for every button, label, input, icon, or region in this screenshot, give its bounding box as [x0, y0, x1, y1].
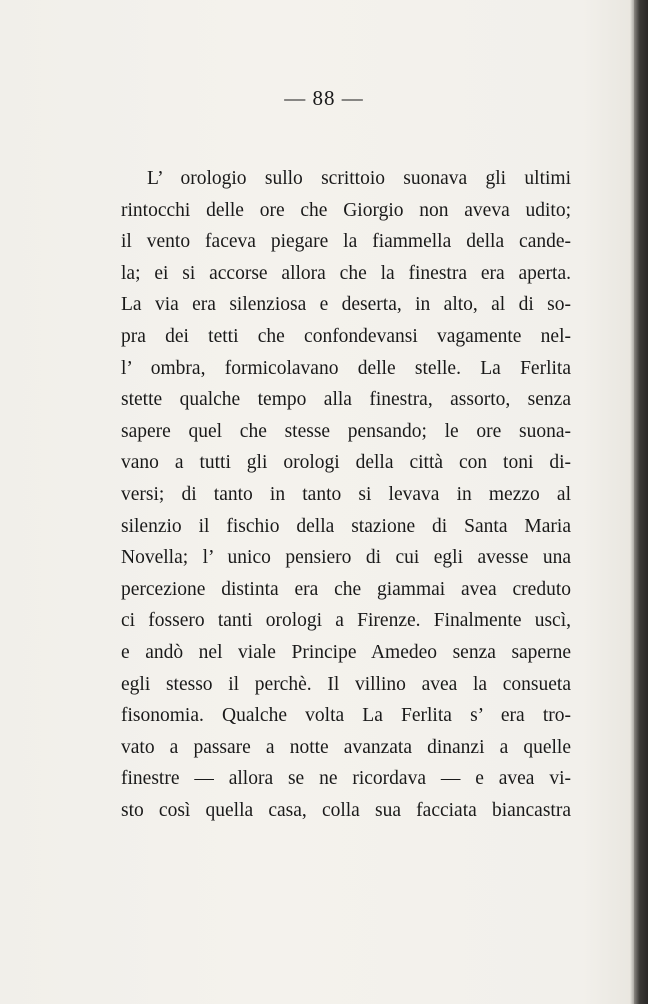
body-paragraph: [121, 163, 571, 826]
text-line: vato a passare a notte avanzata dinanzi a quelle: [121, 736, 571, 758]
book-binding: [634, 0, 648, 1004]
text-line: La via era silenziosa e deserta, in alto, al di so-: [121, 294, 571, 316]
text-line: e andò nel viale Principe Amedeo senza saperne: [121, 641, 571, 663]
text-line: Novella; l’ unico pensiero di cui egli avesse una: [121, 547, 571, 569]
text-line: silenzio il fischio della stazione di Santa Maria: [121, 515, 571, 537]
text-line: fisonomia. Qualche volta La Ferlita s’ era tro-: [121, 705, 571, 727]
page-number: — 88 —: [284, 86, 364, 110]
text-line: pra dei tetti che confondevansi vagamente nel-: [121, 325, 571, 347]
text-line: finestre — allora se ne ricordava — e avea vi-: [121, 768, 571, 790]
text-line: la; ei si accorse allora che la finestra era aperta.: [121, 262, 571, 284]
text-line: stette qualche tempo alla finestra, assorto, senza: [121, 389, 571, 411]
text-line: il vento faceva piegare la fiammella della cande-: [121, 231, 571, 253]
text-line: percezione distinta era che giammai avea creduto: [121, 578, 571, 600]
text-line: l’ ombra, formicolavano delle stelle. La Ferlita: [121, 357, 571, 379]
text-line: egli stesso il perchè. Il villino avea la consueta: [121, 673, 571, 695]
text-line: sapere quel che stesse pensando; le ore suona-: [121, 420, 571, 442]
text-line: versi; di tanto in tanto si levava in mezzo al: [121, 483, 571, 505]
text-line: rintocchi delle ore che Giorgio non aveva udito;: [121, 199, 571, 221]
text-line: sto così quella casa, colla sua facciata biancastra: [121, 799, 571, 821]
text-line: vano a tutti gli orologi della città con toni di-: [121, 452, 571, 474]
text-line: L’ orologio sullo scrittoio suonava gli ultimi: [147, 168, 571, 189]
text-line: ci fossero tanti orologi a Firenze. Finalmente uscì,: [121, 610, 571, 632]
